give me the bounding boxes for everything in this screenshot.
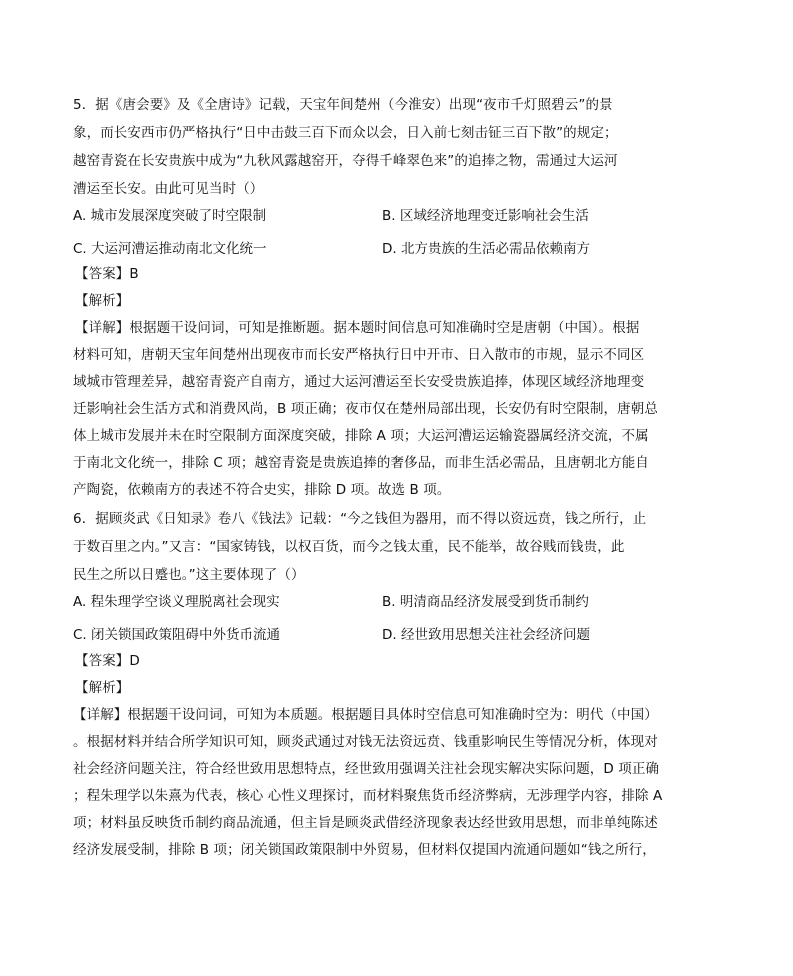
q5-detail-line-1: 【详解】根据题干设问词，可知是推断题。据本题时间信息可知准确时空是唐朝（中国）。根据 <box>75 320 640 336</box>
q5-detail-line-6: 于南北文化统一，排除 C 项；越窑青瓷是贵族追捧的奢侈品，而非生活必需品，且唐朝北方能自 <box>73 455 649 471</box>
q5-stem-line-3: 越窑青瓷在长安贵族中成为“九秋风露越窑开，夺得千峰翠色来”的追捧之物，需通过大运河 <box>73 153 618 169</box>
q6-detail-line-5: 项；材料虽反映货币制约商品流通，但主旨是顾炎武借经济现象表达经世致用思想，而非单纯陈述 <box>73 815 658 831</box>
q6-stem-line-3: 民生之所以日蹙也。”这主要体现了（） <box>73 567 305 583</box>
q5-option-a: A. 城市发展深度突破了时空限制 <box>73 208 267 224</box>
q5-stem-line-4: 漕运至长安。由此可见当时（） <box>73 181 264 197</box>
q5-analysis-label: 【解析】 <box>75 293 130 309</box>
q6-detail-line-1: 【详解】根据题干设问词，可知为本质题。根据题目具体时空信息可知准确时空为：明代（中国） <box>73 707 658 723</box>
q5-stem-line-2: 象，而长安西市仍严格执行“日中击鼓三百下而众以会，日入前七刻击钲三百下散”的规定； <box>73 125 618 141</box>
q6-stem-line-2: 于数百里之内。”又言：“国家铸钱，以权百货，而今之钱太重，民不能举，故谷贱而钱贵，此 <box>73 539 625 555</box>
q6-detail-line-2: 。根据材料并结合所学知识可知，顾炎武通过对钱无法资远贲、钱重影响民生等情况分析，体现对 <box>73 734 658 750</box>
q5-detail-line-3: 域城市管理差异，越窑青瓷产自南方，通过大运河漕运至长安受贵族追捧，体现区域经济地理变 <box>73 374 645 390</box>
q5-option-b: B. 区域经济地理变迁影响社会生活 <box>382 208 589 224</box>
q6-detail-line-4: ；程朱理学以朱熹为代表，核心 心性义理探讨，而材料聚焦货币经济弊病，无涉理学内容，排除 A <box>73 788 663 804</box>
q5-detail-line-7: 产陶瓷，依赖南方的表述不符合史实，排除 D 项。故选 B 项。 <box>73 482 451 498</box>
q5-option-c: C. 大运河漕运推动南北文化统一 <box>73 241 267 257</box>
q6-stem-line-1: 6．据顾炎武《日知录》卷八《钱法》记载：“今之钱但为器用，而不得以资远贲，钱之所行，止 <box>73 511 647 527</box>
q6-option-b: B. 明清商品经济发展受到货币制约 <box>382 594 589 610</box>
q6-analysis-label: 【解析】 <box>75 680 130 696</box>
q6-detail-line-6: 经济发展受制，排除 B 项；闭关锁国政策限制中外贸易，但材料仅提国内流通问题如“钱之所行， <box>73 842 656 858</box>
q5-detail-line-5: 体上城市发展并未在时空限制方面深度突破，排除 A 项；大运河漕运运输瓷器属经济交流，不属 <box>73 428 649 444</box>
q6-answer: 【答案】D <box>75 653 140 669</box>
q5-detail-line-2: 材料可知，唐朝天宝年间楚州出现夜市而长安严格执行日中开市、日入散市的市规，显示不同区 <box>73 347 645 363</box>
q5-option-d: D. 北方贵族的生活必需品依赖南方 <box>382 241 590 257</box>
q6-detail-line-3: 社会经济问题关注，符合经世致用思想特点，经世致用强调关注社会现实解决实际问题，D 项正确 <box>73 761 660 777</box>
q6-option-d: D. 经世致用思想关注社会经济问题 <box>382 627 590 643</box>
q5-detail-line-4: 迁影响社会生活方式和消费风尚，B 项正确；夜市仅在楚州局部出现，长安仍有时空限制，唐朝总 <box>73 401 658 417</box>
q5-answer: 【答案】B <box>75 266 139 282</box>
q5-stem-line-1: 5．据《唐会要》及《全唐诗》记载，天宝年间楚州（今淮安）出现“夜市千灯照碧云”的景 <box>73 97 613 113</box>
q6-option-a: A. 程朱理学空谈义理脱离社会现实 <box>73 594 280 610</box>
q6-option-c: C. 闭关锁国政策阻碍中外货币流通 <box>73 627 281 643</box>
